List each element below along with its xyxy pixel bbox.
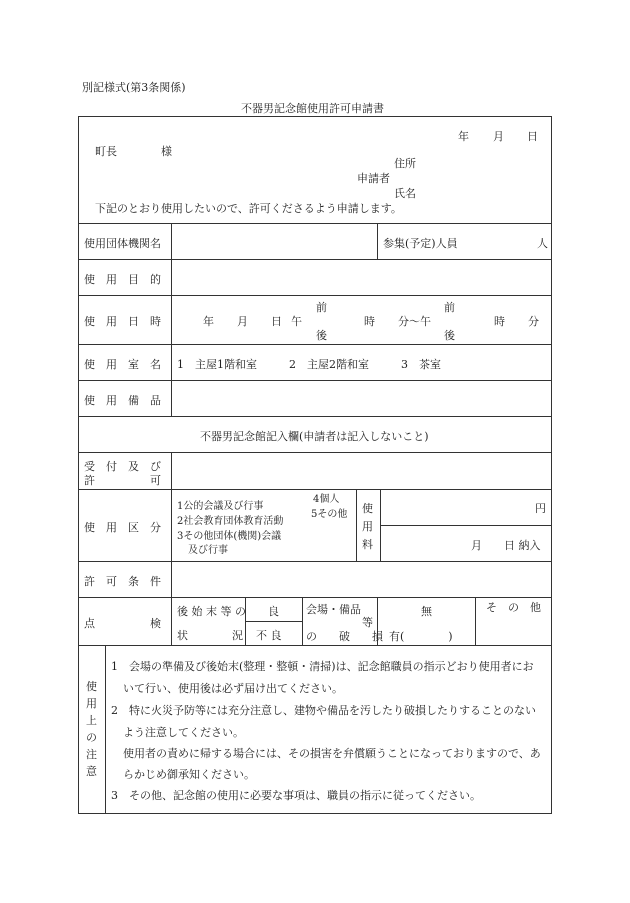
insp-bad: 不 良 bbox=[256, 629, 282, 642]
category-option-3a: 3その他団体(機関)会議 bbox=[177, 531, 282, 542]
note-line: いて行い、使用後は必ず届け出てください。 bbox=[123, 682, 343, 695]
insp-cleanup-line2: 状 況 bbox=[177, 629, 243, 642]
fee-label-1: 使 bbox=[362, 502, 373, 515]
name-label: 氏名 bbox=[394, 187, 416, 200]
note-line: らかじめ御承知ください。 bbox=[123, 768, 255, 781]
dt-go-1: 午 bbox=[291, 315, 302, 328]
note-line: 2 特に火災予防等には充分注意し、建物や備品を汚したり破損したりすることのない bbox=[111, 704, 536, 717]
dt-gogo-2: 後 bbox=[444, 329, 455, 342]
note-line: 使用者の責めに帰する場合には、その損害を弁償願うことになっておりますので、あ bbox=[123, 747, 541, 760]
dt-gogo-1: 後 bbox=[316, 329, 327, 342]
notes-label-char: 注 bbox=[86, 748, 97, 761]
insp-other: そ の 他 bbox=[486, 601, 541, 614]
dt-year: 年 bbox=[203, 315, 214, 328]
note-line: 3 その他、記念館の使用に必要な事項は、職員の指示に従ってください。 bbox=[111, 789, 481, 802]
category-label: 使 用 区 分 bbox=[84, 521, 161, 534]
addressee-title: 町長 bbox=[95, 145, 117, 158]
note-line: 1 会場の準備及び後始末(整理・整頓・清掃)は、記念館職員の指示どおり使用者にお bbox=[111, 660, 534, 673]
fee-label-2: 用 bbox=[362, 520, 373, 533]
participants-unit: 人 bbox=[537, 237, 548, 250]
dt-hour-2: 時 bbox=[494, 315, 505, 328]
insp-good: 良 bbox=[268, 605, 279, 618]
participants-label: 参集(予定)人員 bbox=[383, 237, 458, 250]
dt-hour-1: 時 bbox=[364, 315, 375, 328]
room-option-2: 2 主屋2階和室 bbox=[289, 358, 369, 371]
fee-label-3: 料 bbox=[362, 538, 373, 551]
category-option-3b: 及び行事 bbox=[188, 545, 228, 556]
date-year-label: 年 bbox=[458, 130, 469, 143]
fee-yen: 円 bbox=[535, 502, 546, 515]
insp-damage-line1: 会場・備品 bbox=[306, 603, 361, 616]
category-option-1: 1公的会議及び行事 bbox=[177, 501, 264, 512]
insp-damage-line2: 等 bbox=[362, 616, 373, 629]
insp-damage-line3: の 破 損 bbox=[306, 630, 383, 643]
request-sentence: 下記のとおり使用したいので、許可くださるよう申請します。 bbox=[95, 202, 402, 215]
equipment-label: 使 用 備 品 bbox=[84, 394, 161, 407]
insp-none: 無 bbox=[421, 605, 432, 618]
dt-min-1: 分〜午 bbox=[398, 315, 431, 328]
receipt-label-line2: 許 可 bbox=[84, 474, 161, 487]
notes-label-char: の bbox=[86, 731, 97, 744]
room-label: 使 用 室 名 bbox=[84, 358, 161, 371]
room-option-1: 1 主屋1階和室 bbox=[177, 358, 257, 371]
inspection-label: 点 検 bbox=[84, 617, 161, 630]
insp-cleanup-line1: 後 始 末 等 の bbox=[177, 605, 246, 618]
dt-day: 日 bbox=[271, 315, 282, 328]
applicant-label: 申請者 bbox=[357, 172, 390, 185]
form-title: 不器男記念館使用許可申請書 bbox=[241, 102, 384, 115]
notes-label-char: 意 bbox=[86, 765, 97, 778]
category-option-2: 2社会教育団体教育活動 bbox=[177, 516, 284, 527]
dt-min-2: 分 bbox=[528, 315, 539, 328]
room-option-3: 3 茶室 bbox=[401, 358, 441, 371]
receipt-label-line1: 受 付 及 び bbox=[84, 460, 161, 473]
category-option-4: 4個人 bbox=[313, 494, 340, 505]
notes-label-char: 用 bbox=[86, 697, 97, 710]
addressee-sama: 様 bbox=[161, 145, 172, 158]
note-line: よう注意してください。 bbox=[123, 726, 244, 739]
fee-paid-date: 月 日 納入 bbox=[471, 539, 541, 552]
datetime-label: 使 用 日 時 bbox=[84, 315, 161, 328]
dt-gozen-1: 前 bbox=[316, 301, 327, 314]
category-option-5: 5その他 bbox=[311, 509, 348, 520]
insp-exists: 有( ) bbox=[389, 630, 453, 643]
purpose-label: 使 用 目 的 bbox=[84, 273, 161, 286]
notes-label-char: 上 bbox=[86, 714, 97, 727]
org-label: 使用団体機関名 bbox=[84, 237, 161, 250]
address-label: 住所 bbox=[394, 157, 416, 170]
form-reference: 別記様式(第3条関係) bbox=[82, 81, 186, 94]
dt-gozen-2: 前 bbox=[444, 301, 455, 314]
office-section-title: 不器男記念館記入欄(申請者は記入しないこと) bbox=[200, 430, 429, 443]
conditions-label: 許 可 条 件 bbox=[84, 575, 161, 588]
date-day-label: 日 bbox=[527, 130, 538, 143]
notes-label-char: 使 bbox=[86, 680, 97, 693]
dt-month: 月 bbox=[237, 315, 248, 328]
date-month-label: 月 bbox=[493, 130, 504, 143]
